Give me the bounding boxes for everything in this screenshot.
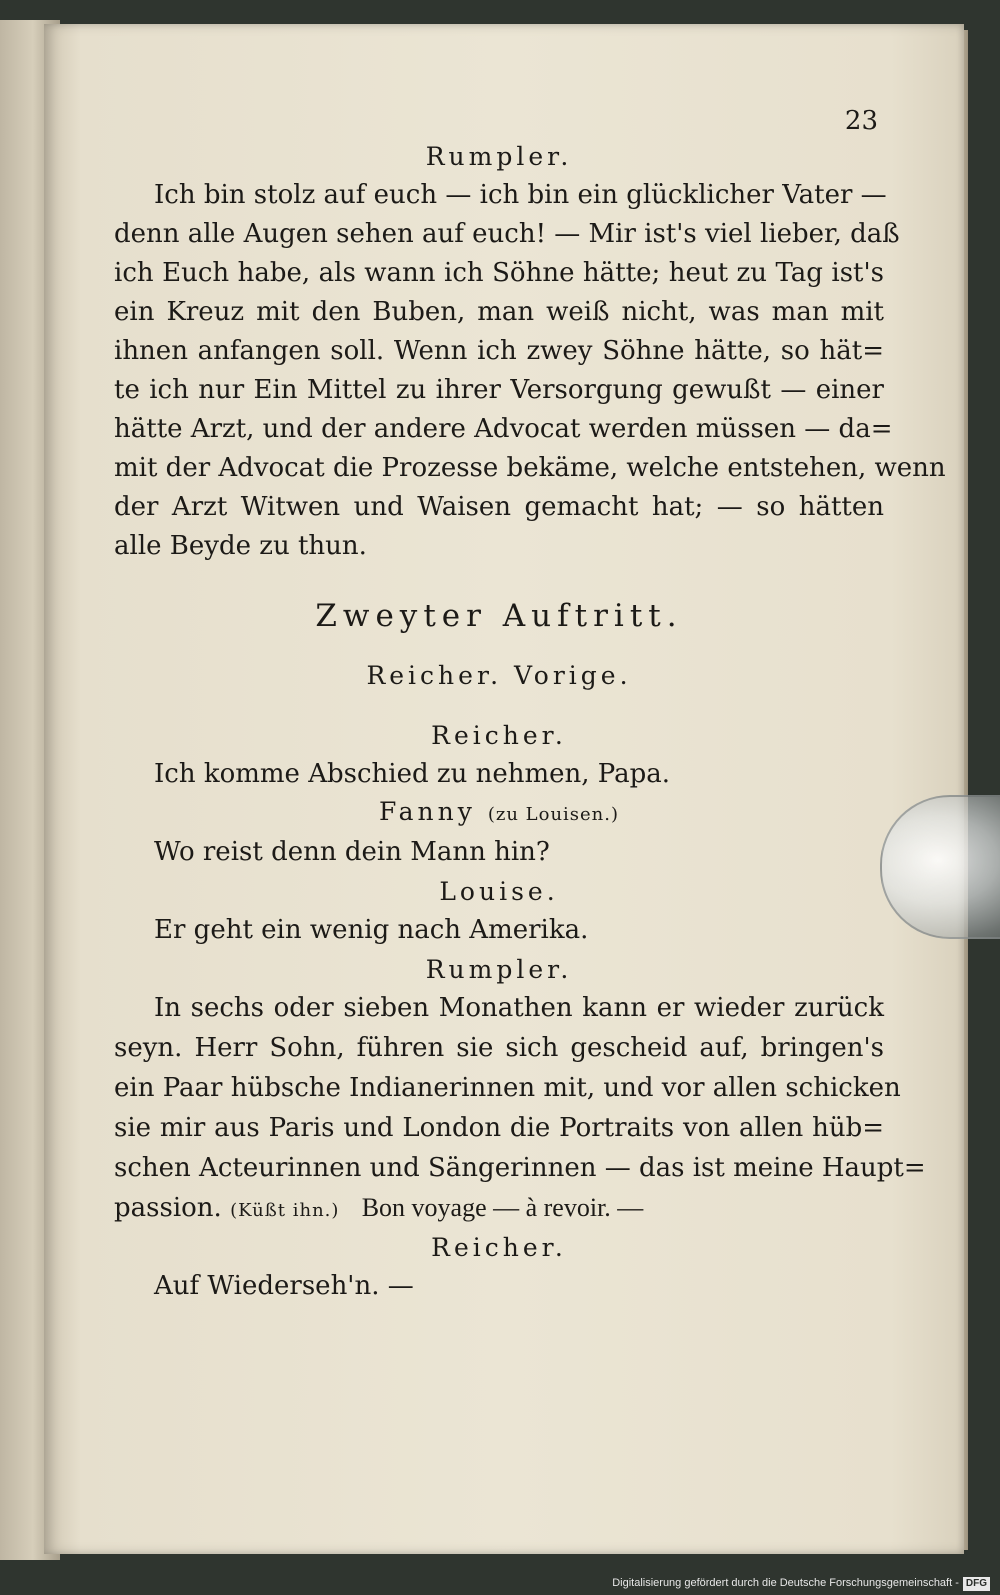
speaker-reicher-2: Reicher. xyxy=(431,1233,567,1262)
text-line: ihnen anfangen soll. Wenn ich zwey Söhne hätte, so hät= xyxy=(114,336,884,366)
text-line: ein Kreuz mit den Buben, man weiß nicht, was man mit xyxy=(114,297,884,327)
text-line: Er geht ein wenig nach Amerika. xyxy=(154,915,589,945)
text-line: mit der Advocat die Prozesse bekäme, welche entstehen, wenn xyxy=(114,453,946,483)
speaker-name: Fanny xyxy=(378,797,476,826)
speaker-rumpler-1: Rumpler. xyxy=(425,142,573,171)
speaker-rumpler-2: Rumpler. xyxy=(425,955,573,984)
speaker-louise: Louise. xyxy=(439,877,559,906)
speaker-fanny xyxy=(114,796,884,831)
text-line: seyn. Herr Sohn, führen sie sich gescheid auf, bringen's xyxy=(114,1033,884,1063)
stage-direction: (zu Louisen.) xyxy=(487,804,620,825)
text-line: Wo reist denn dein Mann hin? xyxy=(154,837,550,867)
latin-text: Bon voyage — à revoir. — xyxy=(361,1193,644,1222)
book-page xyxy=(44,24,964,1554)
scene-title: Zweyter Auftritt. xyxy=(315,598,683,634)
speaker-reicher: Reicher. xyxy=(431,721,567,750)
text-line: sie mir aus Paris und London die Portraits von allen hüb= xyxy=(114,1113,884,1143)
footer-text: Digitalisierung gefördert durch die Deutsche Forschungsgemeinschaft - xyxy=(612,1577,959,1589)
text-line: In sechs oder sieben Monathen kann er wieder zurück xyxy=(154,993,884,1023)
text-line: der Arzt Witwen und Waisen gemacht hat; — so hätten xyxy=(114,492,884,522)
text-line: te ich nur Ein Mittel zu ihrer Versorgung gewußt — einer xyxy=(114,375,884,405)
text-line: Auf Wiederseh'n. — xyxy=(154,1271,414,1301)
text-fragment: passion. xyxy=(114,1193,222,1223)
text-line: hätte Arzt, und der andere Advocat werden müssen — da= xyxy=(114,414,893,444)
text-line: alle Beyde zu thun. xyxy=(114,531,367,561)
text-line: ein Paar hübsche Indianerinnen mit, und vor allen schicken xyxy=(114,1073,901,1103)
stage-direction: (Küßt ihn.) xyxy=(230,1200,340,1221)
text-line: ich Euch habe, als wann ich Söhne hätte; heut zu Tag ist's xyxy=(114,258,884,288)
text-line: schen Acteurinnen und Sängerinnen — das ist meine Haupt= xyxy=(114,1153,926,1183)
text-line: Ich komme Abschied zu nehmen, Papa. xyxy=(154,759,671,789)
scene-characters: Reicher. Vorige. xyxy=(366,661,632,690)
text-line: denn alle Augen sehen auf euch! — Mir ist's viel lieber, daß xyxy=(114,219,900,249)
page-number: 23 xyxy=(844,106,878,136)
text-line xyxy=(114,1192,884,1227)
digitization-footer xyxy=(612,1576,990,1591)
text-line: Ich bin stolz auf euch — ich bin ein glücklicher Vater — xyxy=(154,180,887,210)
dfg-logo: DFG xyxy=(963,1577,990,1591)
